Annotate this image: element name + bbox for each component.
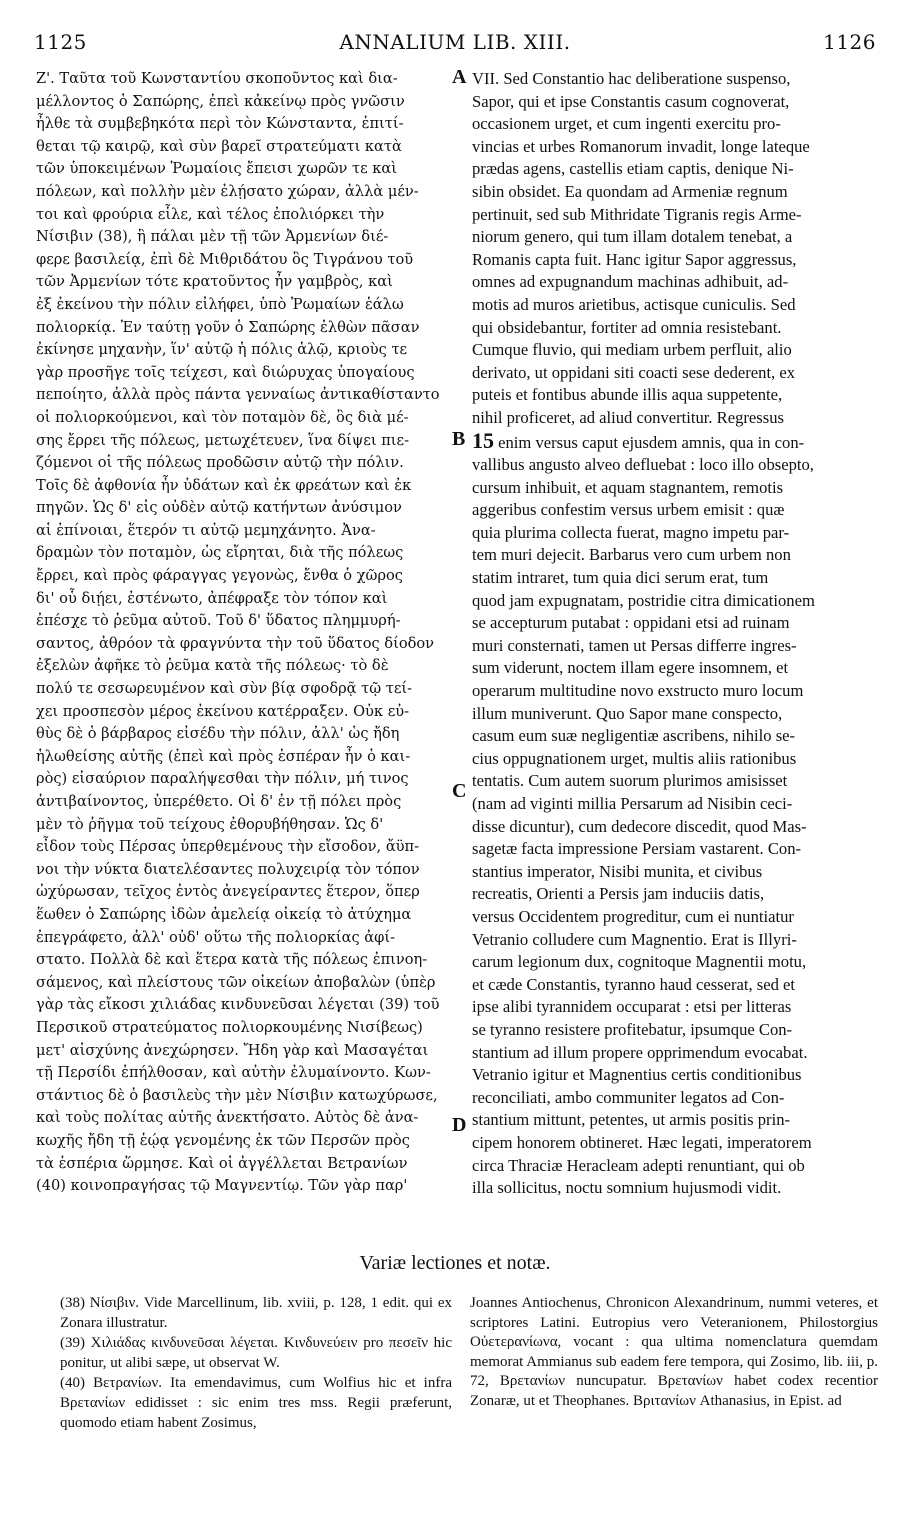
- greek-paragraph: Ζ'. Ταῦτα τοῦ Κωνσταντίου σκοποῦντος καὶ δια- μέλλοντος ὁ Σαπώρης, ἐπεὶ κἀκείνῳ πρὸς γνῶσιν ἦλθε τὰ συμβεβηκότα περὶ τὸν Κώνσταντα, ἐπιτί- θεται τῷ καιρῷ, καὶ σὺν βαρεῖ στρατεύματι κατὰ τῶν ὑποκειμένων Ῥωμαίοις ἔπεισι χωρῶν τε καὶ πόλεων, καὶ πολλὴν μὲν ἐλῄσατο χώραν, ἀλλὰ μέν- τοι καὶ φρούρια εἷλε, καὶ τέλος ἐπολιόρκει τὴν Νίσιβιν (38), ἣ πάλαι μὲν τῇ τῶν Ἀρμενίων διέ- φερε βασιλείᾳ, ἐπὶ δὲ Μιθριδάτου ὃς Τιγράνου τοῦ τῶν Ἀρμενίων τότε κρατοῦντος ἦν γαμβρὸς, καὶ ἐξ ἐκείνου τὴν πόλιν εἰλήφει, ὑπὸ Ῥωμαίων ἑάλω πολιορκίᾳ. Ἐν ταύτῃ γοῦν ὁ Σαπώρης ἐλθὼν πᾶσαν ἐκίνησε μηχανὴν, ἵν' αὐτῷ ἡ πόλις ἁλῷ, κριοὺς τε γὰρ προσῆγε τοῖς τείχεσι, καὶ διώρυχας ὑπογαίους πεποίητο, ἀλλὰ πρὸς πάντα γενναίως ἀντικαθίσταντο οἱ πολιορκούμενοι, καὶ τὸν ποταμὸν δὲ, ὃς διὰ μέ- σης ἔρρει τῆς πόλεως, μετωχέτευεν, ἵνα δίψει πιε- ζόμενοι οἱ τῆς πόλεως προδῶσιν αὐτῷ τὴν πόλιν. Τοῖς δὲ ἀφθονία ἦν ὑδάτων καὶ ἐκ φρεάτων καὶ ἐκ πηγῶν. Ὡς δ' εἰς οὐδὲν αὐτῷ κατήντων ἀνύσιμον αἱ ἐπίνοιαι, ἕτερόν τι αὐτῷ μεμηχάνητο. Ἀνα- δραμὼν τὸν ποταμὸν, ὡς εἴρηται, διὰ τῆς πόλεως ἔρρει, καὶ πρὸς φάραγγας γεγονὼς, ἔνθα ὁ χῶρος δι' οὗ διῄει, ἐστένωτο, ἀπέφραξε τὸν τόπον καὶ ἐπέσχε τὸ ῥεῦμα αὐτοῦ. Τοῦ δ' ὕδατος πλημμυρή- σαντος, ἀθρόον τὰ φραγνύντα τὴν τοῦ ὕδατος δίοδον ἐξελὼν ἀφῆκε τὸ ῥεῦμα κατὰ τῆς πόλεως· τὸ δὲ πολύ τε σεσωρευμένον καὶ σὺν βίᾳ σφοδρᾷ τῷ τεί- χει προσπεσὸν μέρος ἐκείνου κατέρραξεν. Οὐκ εὐ- θὺς δὲ ὁ βάρβαρος εἰσέδυ τὴν πόλιν, ἀλλ' ὡς ἤδη ἡλωθείσης αὐτῆς (ἐπεὶ καὶ πρὸς ἑσπέραν ἦν ὁ και- ρὸς) εἰσαύριον παραλήψεσθαι τὴν πόλιν, μή τινος ἀντιβαίνοντος, ὑπερέθετο. Οἱ δ' ἐν τῇ πόλει πρὸς μὲν τὸ ῥῆγμα τοῦ τείχους ἐθορυβήθησαν. Ὡς δ' εἶδον τοὺς Πέρσας ὑπερθεμένους τὴν εἴσοδον, ἄϋπ- νοι τὴν νύκτα διατελέσαντες πολυχειρίᾳ τὸν τόπον ὠχύρωσαν, τεῖχος ἐντὸς ἀνεγείραντες ἕτερον, ὅπερ ἕωθεν ὁ Σαπώρης ἰδὼν ἀμελείᾳ οἰκείᾳ τὸ ἀτύχημα ἐπεγράφετο, ἀλλ' οὐδ' οὕτω τῆς πολιορκίας ἀφί- στατο. Πολλὰ δὲ καὶ ἕτερα κατὰ τῆς πόλεως ἐπινοη- σάμενος, καὶ πλείστους τῶν οἰκείων ἀποβαλὼν (ὑπὲρ γὰρ τὰς εἴκοσι χιλιάδας κινδυνεῦσαι λέγεται (39) τοῦ Περσικοῦ στρατεύματος πολιορκουμένης Νισίβεως) μετ' αἰσχύνης ἀνεχώρησεν. Ἤδη γὰρ καὶ Μασαγέται τῇ Περσίδι ἐπήλθοσαν, καὶ αὐτὴν ἐλυμαίνοντο. Κων- στάντιος δὲ ὁ βασιλεὺς τὴν μὲν Νίσιβιν κατωχύρωσε, καὶ τοὺς πολίτας αὐτῆς ἀνεκτήσατο. Αὐτὸς δὲ ἀνα- κωχῆς ἤδη τῇ ἑῴᾳ γενομένης ἐκ τῶν Περσῶν πρὸς τὰ ἑσπέρια ὥρμησε. Καὶ οἱ ἀγγέλλεται Βετρανίων (40) κοινοπραγήσας τῷ Μαγνεντίῳ. Τῶν γὰρ παρ': [36, 70, 440, 1195]
- line-number-15: 15: [472, 427, 494, 453]
- running-title: ANNALIUM LIB. XIII.: [339, 30, 571, 54]
- latin-paragraph: [472, 68, 880, 1200]
- notes-left-column: [60, 1294, 452, 1494]
- margin-marker-b: B: [452, 428, 466, 450]
- note-40-continued: Joannes Antiochenus, Chronicon Alexandrinum, nummi veteres, et scriptores Latini. Eutropius vero Veteranionem, Philostorgius Οὐετερανίωνα, vocant : qua ultima nomenclatura quemdam memorat Ammianus sub eadem fere tempora, qui Zosimo, lib. iii, p. 72, Βρετανίων nuncupatur. Βρετανίων habet codex recentior Zonaræ, ut et Theophanes. Βριτανίων Athanasius, in Epist. ad: [470, 1295, 878, 1409]
- page-number-right: 1126: [823, 30, 876, 54]
- notes-title: Variæ lectiones et notæ.: [359, 1252, 551, 1274]
- greek-text-column: [36, 68, 456, 1248]
- margin-marker-d: D: [452, 1114, 467, 1136]
- margin-marker-c: C: [452, 780, 467, 802]
- latin-text-part-b: enim versus caput ejusdem amnis, qua in con- vallibus angusto alveo defluebat : loco illo obsepto, cursum inhibuit, et aquam stagnantem, remotis aggeribus confestim versus urbem emisit : quæ quia plurima collecta fuerat, magno impetu par- tem muri dejecit. Barbarus vero cum urbem non statim intraret, tum quia dici serum erat, tum quod jam expugnatam, postridie citra dimicationem se accepturum putabat : oppidani etsi ad ruinam muri consternati, tamen ut Persas differre ingres- sum viderunt, noctem illam egere insomnem, et operarum multitudine novo exstructo muro locum illum muniverunt. Quo Sapor mane conspecto, casum eum suæ negligentiæ ascribens, nihilo se- cius oppugnationem urget, multis aliis rationibus tentatis. Cum autem suorum plurimos amisisset (nam ad viginti millia Persarum ad Nisibin ceci- disse dicuntur), cum dedecore discedit, quod Mas- sagetæ facta impressione Persiam vastarent. Con- stantius imperator, Nisibi munita, et civibus recreatis, Orienti a Persis jam induciis datis, versus Occidentem progreditur, cum ei nuntiatur Vetranio colludere cum Magnentio. Erat is Illyri- carum legionum dux, cognitoque Magnentii motu, et cæde Constantis, tyranno haud cesserat, sed et ipse alibi tyrannidem occuparat : etsi per litteras se tyranno resistere profitebatur, ipsumque Con- stantium ad illum propere opprimendum evocabat. Vetranio igitur et Magnentius certis conditionibus reconciliati, ambo communiter legatos ad Con- stantium mittunt, petentes, ut armis positis prin- cipem honorem obtineret. Hæc legati, imperatorem circa Thraciæ Heracleam adepti renuntiant, qui ob illa sollicitus, noctu somnium hujusmodi vidit.: [472, 432, 815, 1198]
- page-number-left: 1125: [34, 30, 87, 54]
- note-39: (39) Χιλιάδας κινδυνεῦσαι λέγεται. Κινδυνεύειν pro πεσεῖν hic ponitur, ut alibi sæpe, ut observat W.: [60, 1335, 452, 1371]
- running-header: [34, 30, 876, 64]
- margin-marker-a: A: [452, 66, 467, 88]
- note-40: (40) Βετρανίων. Ita emendavimus, cum Wolfius hic et infra Βρετανίων edidisset : sic enim tres mss. Regii præferunt, quomodo etiam habent Zosimus,: [60, 1375, 452, 1431]
- latin-text-column: [472, 68, 880, 1248]
- note-38: (38) Νίσιβιν. Vide Marcellinum, lib. xviii, p. 128, 1 edit. qui ex Zonara illustratur.: [60, 1295, 452, 1331]
- latin-text-part-a: VII. Sed Constantio hac deliberatione suspenso, Sapor, qui et ipse Constantis casum cognoverat, occasionem urget, et cum ingenti exercitu pro- vincias et urbes Romanorum invadit, longe lateque prædas agens, castellis etiam captis, denique Ni- sibin obsidet. Ea quondam ad Armeniæ regnum pertinuit, sed sub Mithridate Tigranis regis Arme- niorum genero, qui tum illam dotalem tenebat, a Romanis capta fuit. Hanc igitur Sapor aggressus, omnes ad expugnandum machinas adhibuit, ad- motis ad muros arietibus, actisque cuniculis. Sed qui obsidebantur, fortiter ad omnia resistebant. Cumque fluvio, qui mediam urbem perfluit, alio derivato, ut oppidani siti coacti sese dederent, ex puteis et fontibus abunde illis aqua suppetente, nihil proficeret, ad aliud convertitur. Regressus: [472, 69, 810, 427]
- notes-right-column: [470, 1294, 878, 1494]
